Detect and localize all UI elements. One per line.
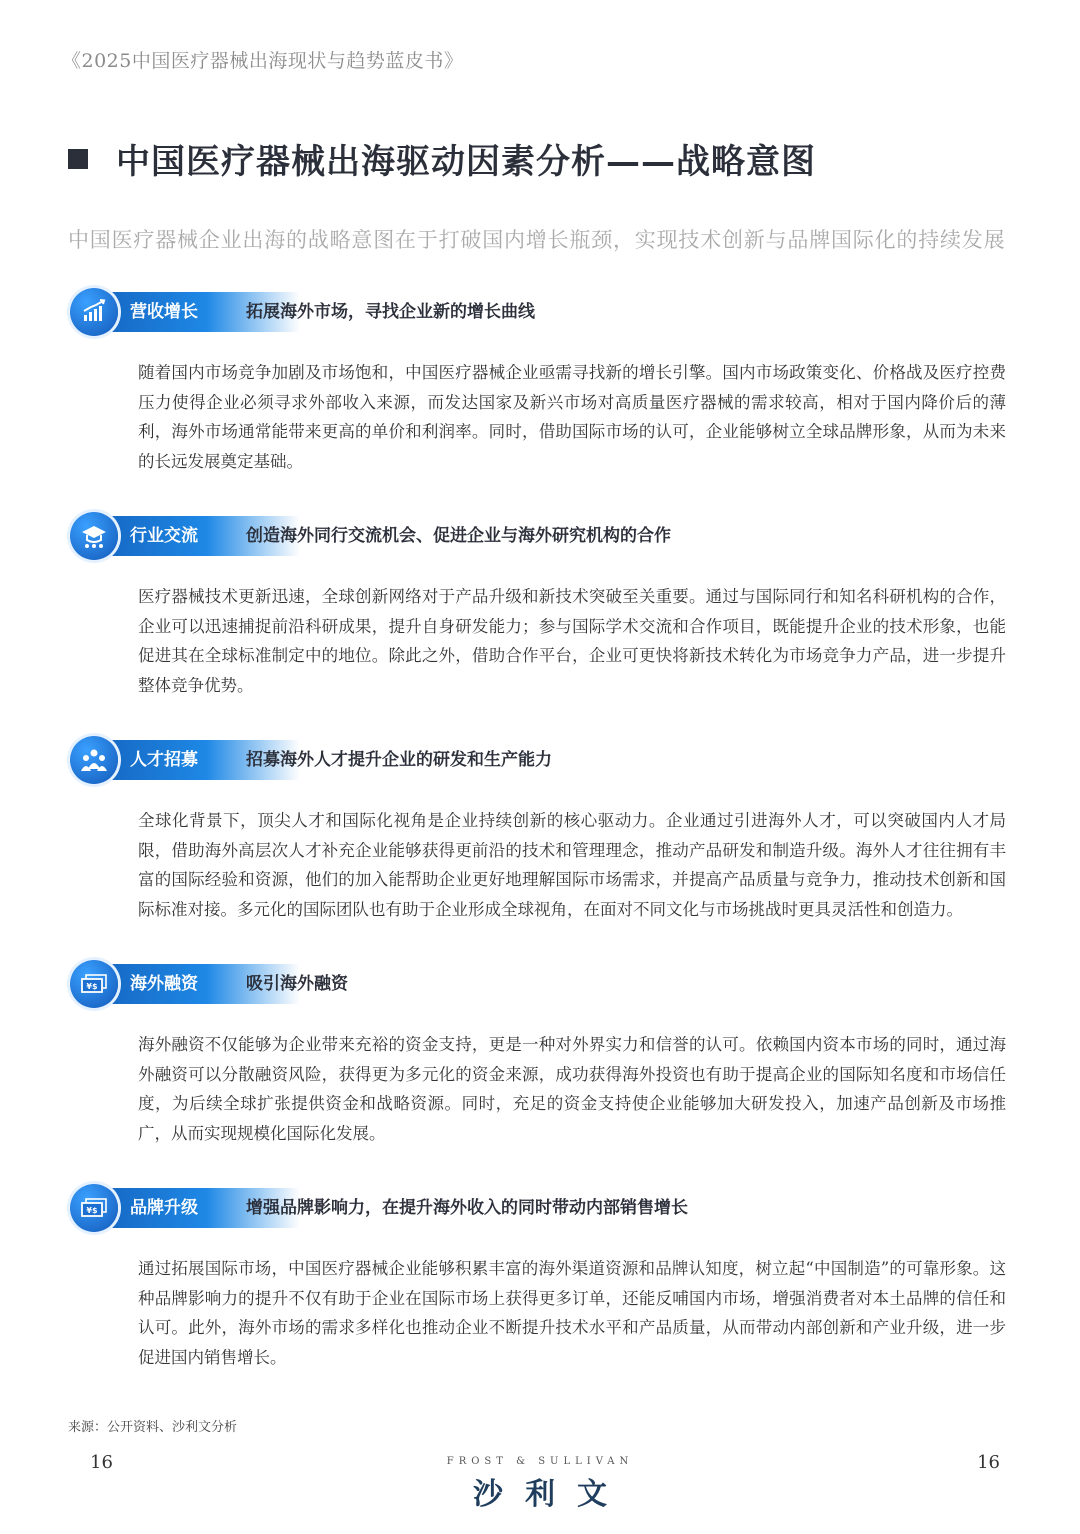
people-group-icon bbox=[70, 736, 118, 784]
section-heading: 招募海外人才提升企业的研发和生产能力 bbox=[246, 750, 552, 770]
page-title: 中国医疗器械出海驱动因素分析——战略意图 bbox=[116, 142, 816, 182]
page-number-right: 16 bbox=[977, 1452, 1000, 1473]
section-body: 通过拓展国际市场，中国医疗器械企业能够积累丰富的海外渠道资源和品牌认知度，树立起“中国制造”的可靠形象。这种品牌影响力的提升不仅有助于企业在国际市场上获得更多订单，还能反哺国内市场，增强消费者对本土品牌的信任和认可。此外，海外市场的需求多样化也推动企业不断提升技术水平和产品质量，从而带动内部创新和产业升级，进一步促进国内销售增长。 bbox=[138, 1259, 1006, 1367]
section-revenue-growth bbox=[70, 288, 1010, 476]
brand-logo-english: FROST & SULLIVAN bbox=[446, 1456, 634, 1467]
section-header bbox=[70, 736, 1010, 784]
section-talent-recruitment bbox=[70, 736, 1010, 924]
page-subtitle: 中国医疗器械企业出海的战略意图在于打破国内增长瓶颈，实现技术创新与品牌国际化的持续发展 bbox=[68, 228, 1006, 252]
section-header bbox=[70, 512, 1010, 560]
section-header bbox=[70, 960, 1010, 1008]
page-title-row bbox=[68, 134, 816, 183]
growth-chart-icon bbox=[70, 288, 118, 336]
section-label: 海外融资 bbox=[130, 974, 198, 994]
section-label: 品牌升级 bbox=[130, 1198, 198, 1218]
section-overseas-financing bbox=[70, 960, 1010, 1148]
section-body: 海外融资不仅能够为企业带来充裕的资金支持，更是一种对外界实力和信誉的认可。依赖国内资本市场的同时，通过海外融资可以分散融资风险，获得更为多元化的资金来源，成功获得海外投资也有助于提高企业的国际知名度和市场信任度，为后续全球扩张提供资金和战略资源。同时，充足的资金支持使企业能够加大研发投入，加速产品创新及市场推广，从而实现规模化国际化发展。 bbox=[138, 1035, 1006, 1143]
svg-text:¥$: ¥$ bbox=[86, 982, 98, 991]
section-header bbox=[70, 1184, 1010, 1232]
brand-logo bbox=[0, 1456, 1080, 1513]
title-square-marker bbox=[68, 149, 88, 169]
section-label: 行业交流 bbox=[130, 526, 198, 546]
section-label: 营收增长 bbox=[130, 302, 198, 322]
currency-notes-icon bbox=[70, 1184, 118, 1232]
section-heading: 创造海外同行交流机会、促进企业与海外研究机构的合作 bbox=[246, 526, 671, 546]
graduation-cap-icon bbox=[70, 512, 118, 560]
brand-logo-chinese: 沙利文 bbox=[473, 1477, 629, 1512]
section-heading: 拓展海外市场，寻找企业新的增长曲线 bbox=[246, 302, 535, 322]
section-heading: 增强品牌影响力，在提升海外收入的同时带动内部销售增长 bbox=[246, 1198, 688, 1218]
section-brand-upgrade bbox=[70, 1184, 1010, 1372]
source-note: 来源：公开资料、沙利文分析 bbox=[68, 1420, 238, 1435]
currency-notes-icon bbox=[70, 960, 118, 1008]
section-label: 人才招募 bbox=[130, 750, 198, 770]
svg-text:¥$: ¥$ bbox=[86, 1206, 98, 1215]
section-body: 医疗器械技术更新迅速，全球创新网络对于产品升级和新技术突破至关重要。通过与国际同行和知名科研机构的合作，企业可以迅速捕捉前沿科研成果，提升自身研发能力；参与国际学术交流和合作项目，既能提升企业的技术形象，也能促进其在全球标准制定中的地位。除此之外，借助合作平台，企业可更快将新技术转化为市场竞争力产品，进一步提升整体竞争优势。 bbox=[138, 587, 1006, 695]
section-body: 随着国内市场竞争加剧及市场饱和，中国医疗器械企业亟需寻找新的增长引擎。国内市场政策变化、价格战及医疗控费压力使得企业必须寻求外部收入来源，而发达国家及新兴市场对高质量医疗器械的需求较高，相对于国内降价后的薄利，海外市场通常能带来更高的单价和利润率。同时，借助国际市场的认可，企业能够树立全球品牌形象，从而为未来的长远发展奠定基础。 bbox=[138, 363, 1006, 471]
running-title: 《2025中国医疗器械出海现状与趋势蓝皮书》 bbox=[62, 50, 464, 72]
page-number-left: 16 bbox=[90, 1452, 113, 1473]
section-header bbox=[70, 288, 1010, 336]
section-body: 全球化背景下，顶尖人才和国际化视角是企业持续创新的核心驱动力。企业通过引进海外人才，可以突破国内人才局限，借助海外高层次人才补充企业能够获得更前沿的技术和管理理念，推动产品研发和制造升级。海外人才往往拥有丰富的国际经验和资源，他们的加入能帮助企业更好地理解国际市场需求，并提高产品质量与竞争力，推动技术创新和国际标准对接。多元化的国际团队也有助于企业形成全球视角，在面对不同文化与市场挑战时更具灵活性和创造力。 bbox=[138, 811, 1006, 919]
section-industry-exchange bbox=[70, 512, 1010, 700]
section-heading: 吸引海外融资 bbox=[246, 974, 348, 994]
